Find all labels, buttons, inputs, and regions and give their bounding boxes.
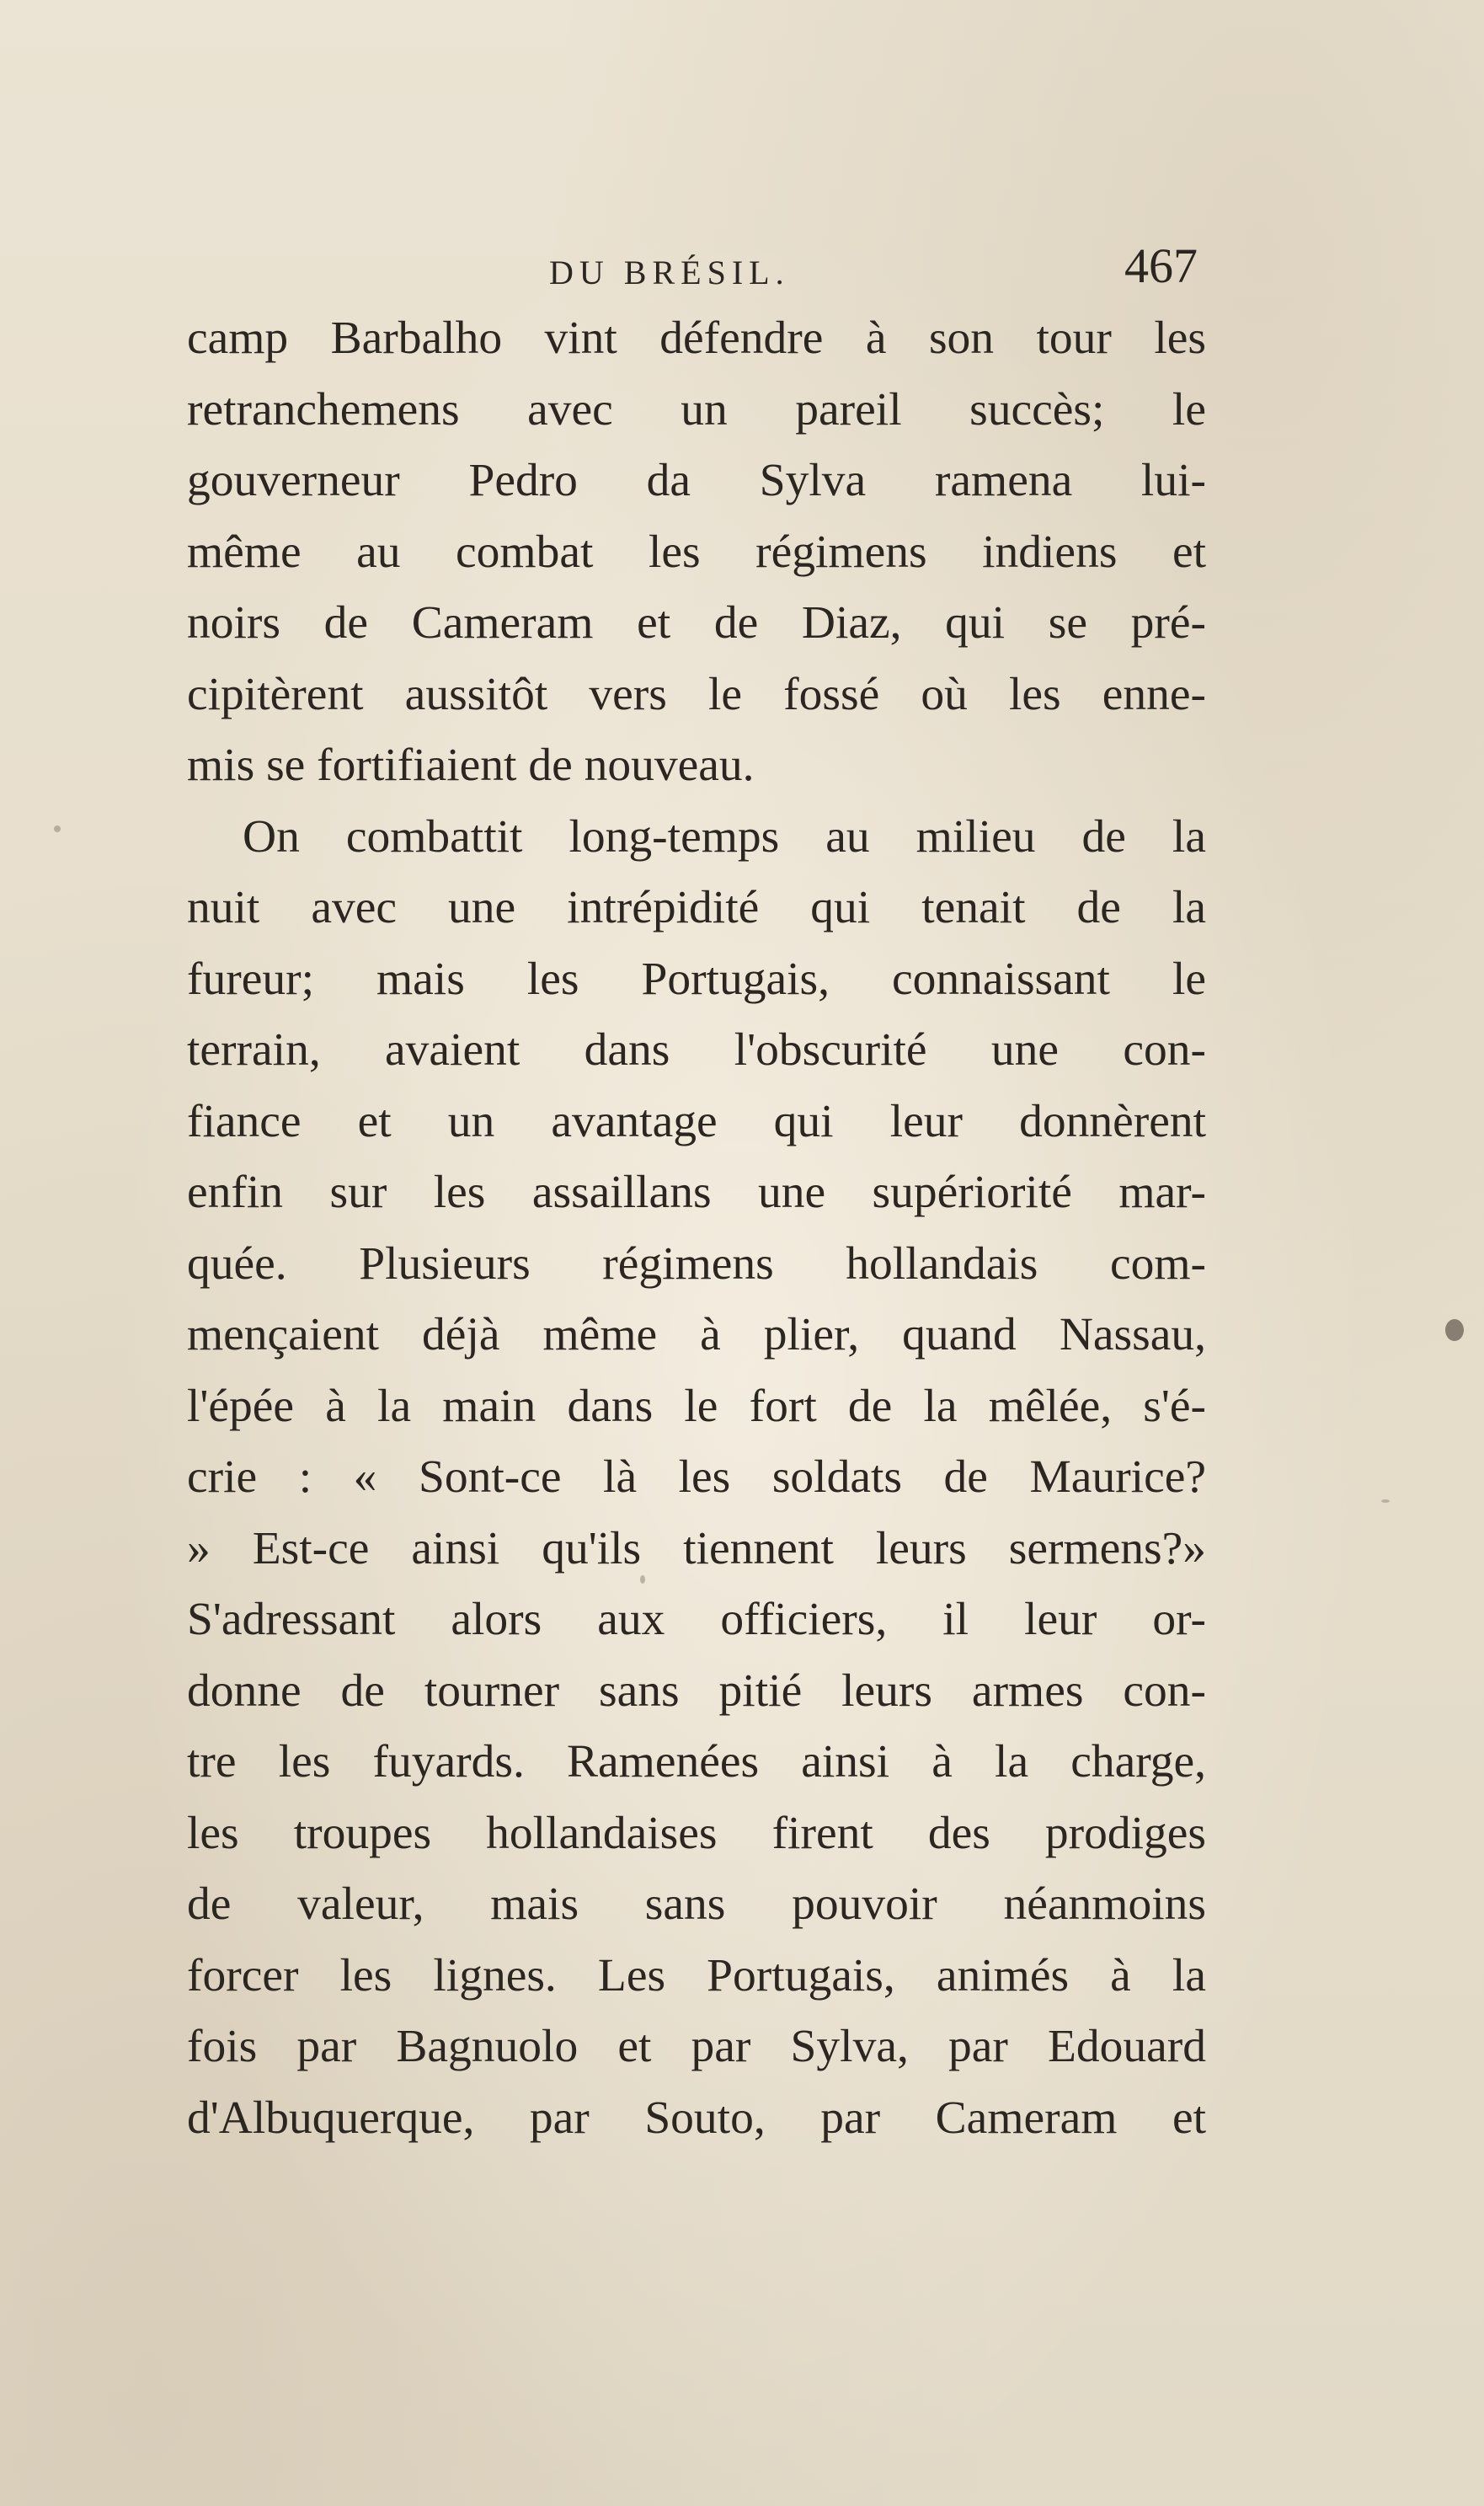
text-line: crie : « Sont-ce là les soldats de Maurice? bbox=[187, 1451, 1206, 1503]
text-line: » Est-ce ainsi qu'ils tiennent leurs sermens?» bbox=[187, 1522, 1206, 1574]
text-line: noirs de Cameram et de Diaz, qui se pré- bbox=[187, 597, 1206, 649]
paper-speck bbox=[640, 1575, 645, 1584]
paper-speck bbox=[1445, 1319, 1464, 1341]
text-line: de valeur, mais sans pouvoir néanmoins bbox=[187, 1878, 1206, 1930]
text-line: fois par Bagnuolo et par Sylva, par Edouard bbox=[187, 2021, 1206, 2072]
text-line: tre les fuyards. Ramenées ainsi à la charge, bbox=[187, 1736, 1206, 1787]
text-line: camp Barbalho vint défendre à son tour les bbox=[187, 313, 1206, 364]
paragraph-2 bbox=[187, 802, 1206, 2155]
text-line: S'adressant alors aux officiers, il leur or- bbox=[187, 1594, 1206, 1645]
running-head: DU BRÉSIL. bbox=[549, 254, 790, 291]
text-line: fureur; mais les Portugais, connaissant le bbox=[187, 953, 1206, 1005]
text-line: mis se fortifiaient de nouveau. bbox=[187, 740, 755, 791]
text-line: mençaient déjà même à plier, quand Nassau, bbox=[187, 1309, 1206, 1360]
text-line: l'épée à la main dans le fort de la mêlée, s'é- bbox=[187, 1380, 1206, 1432]
text-line: nuit avec une intrépidité qui tenait de la bbox=[187, 882, 1206, 933]
text-line: cipitèrent aussitôt vers le fossé où les enne- bbox=[187, 668, 1206, 720]
paragraph-1 bbox=[187, 303, 1206, 802]
text-line: même au combat les régimens indiens et bbox=[187, 526, 1206, 578]
text-line: enfin sur les assaillans une supériorité mar- bbox=[187, 1167, 1206, 1218]
text-line: On combattit long-temps au milieu de la bbox=[243, 810, 1206, 863]
text-line: terrain, avaient dans l'obscurité une con- bbox=[187, 1024, 1206, 1076]
text-line: donne de tourner sans pitié leurs armes con- bbox=[187, 1664, 1206, 1717]
paper-speck bbox=[54, 826, 61, 832]
paper-speck bbox=[1381, 1499, 1390, 1503]
text-line: forcer les lignes. Les Portugais, animés à la bbox=[187, 1949, 1206, 2001]
text-line: d'Albuquerque, par Souto, par Cameram et bbox=[187, 2092, 1206, 2144]
body-text bbox=[187, 303, 1206, 2154]
page-number: 467 bbox=[1124, 238, 1198, 293]
text-line: quée. Plusieurs régimens hollandais com- bbox=[187, 1237, 1206, 1290]
text-line: gouverneur Pedro da Sylva ramena lui- bbox=[187, 455, 1206, 506]
text-line: retranchemens avec un pareil succès; le bbox=[187, 383, 1206, 435]
text-line: les troupes hollandaises firent des prodiges bbox=[187, 1807, 1206, 1859]
text-line: fiance et un avantage qui leur donnèrent bbox=[187, 1095, 1206, 1147]
